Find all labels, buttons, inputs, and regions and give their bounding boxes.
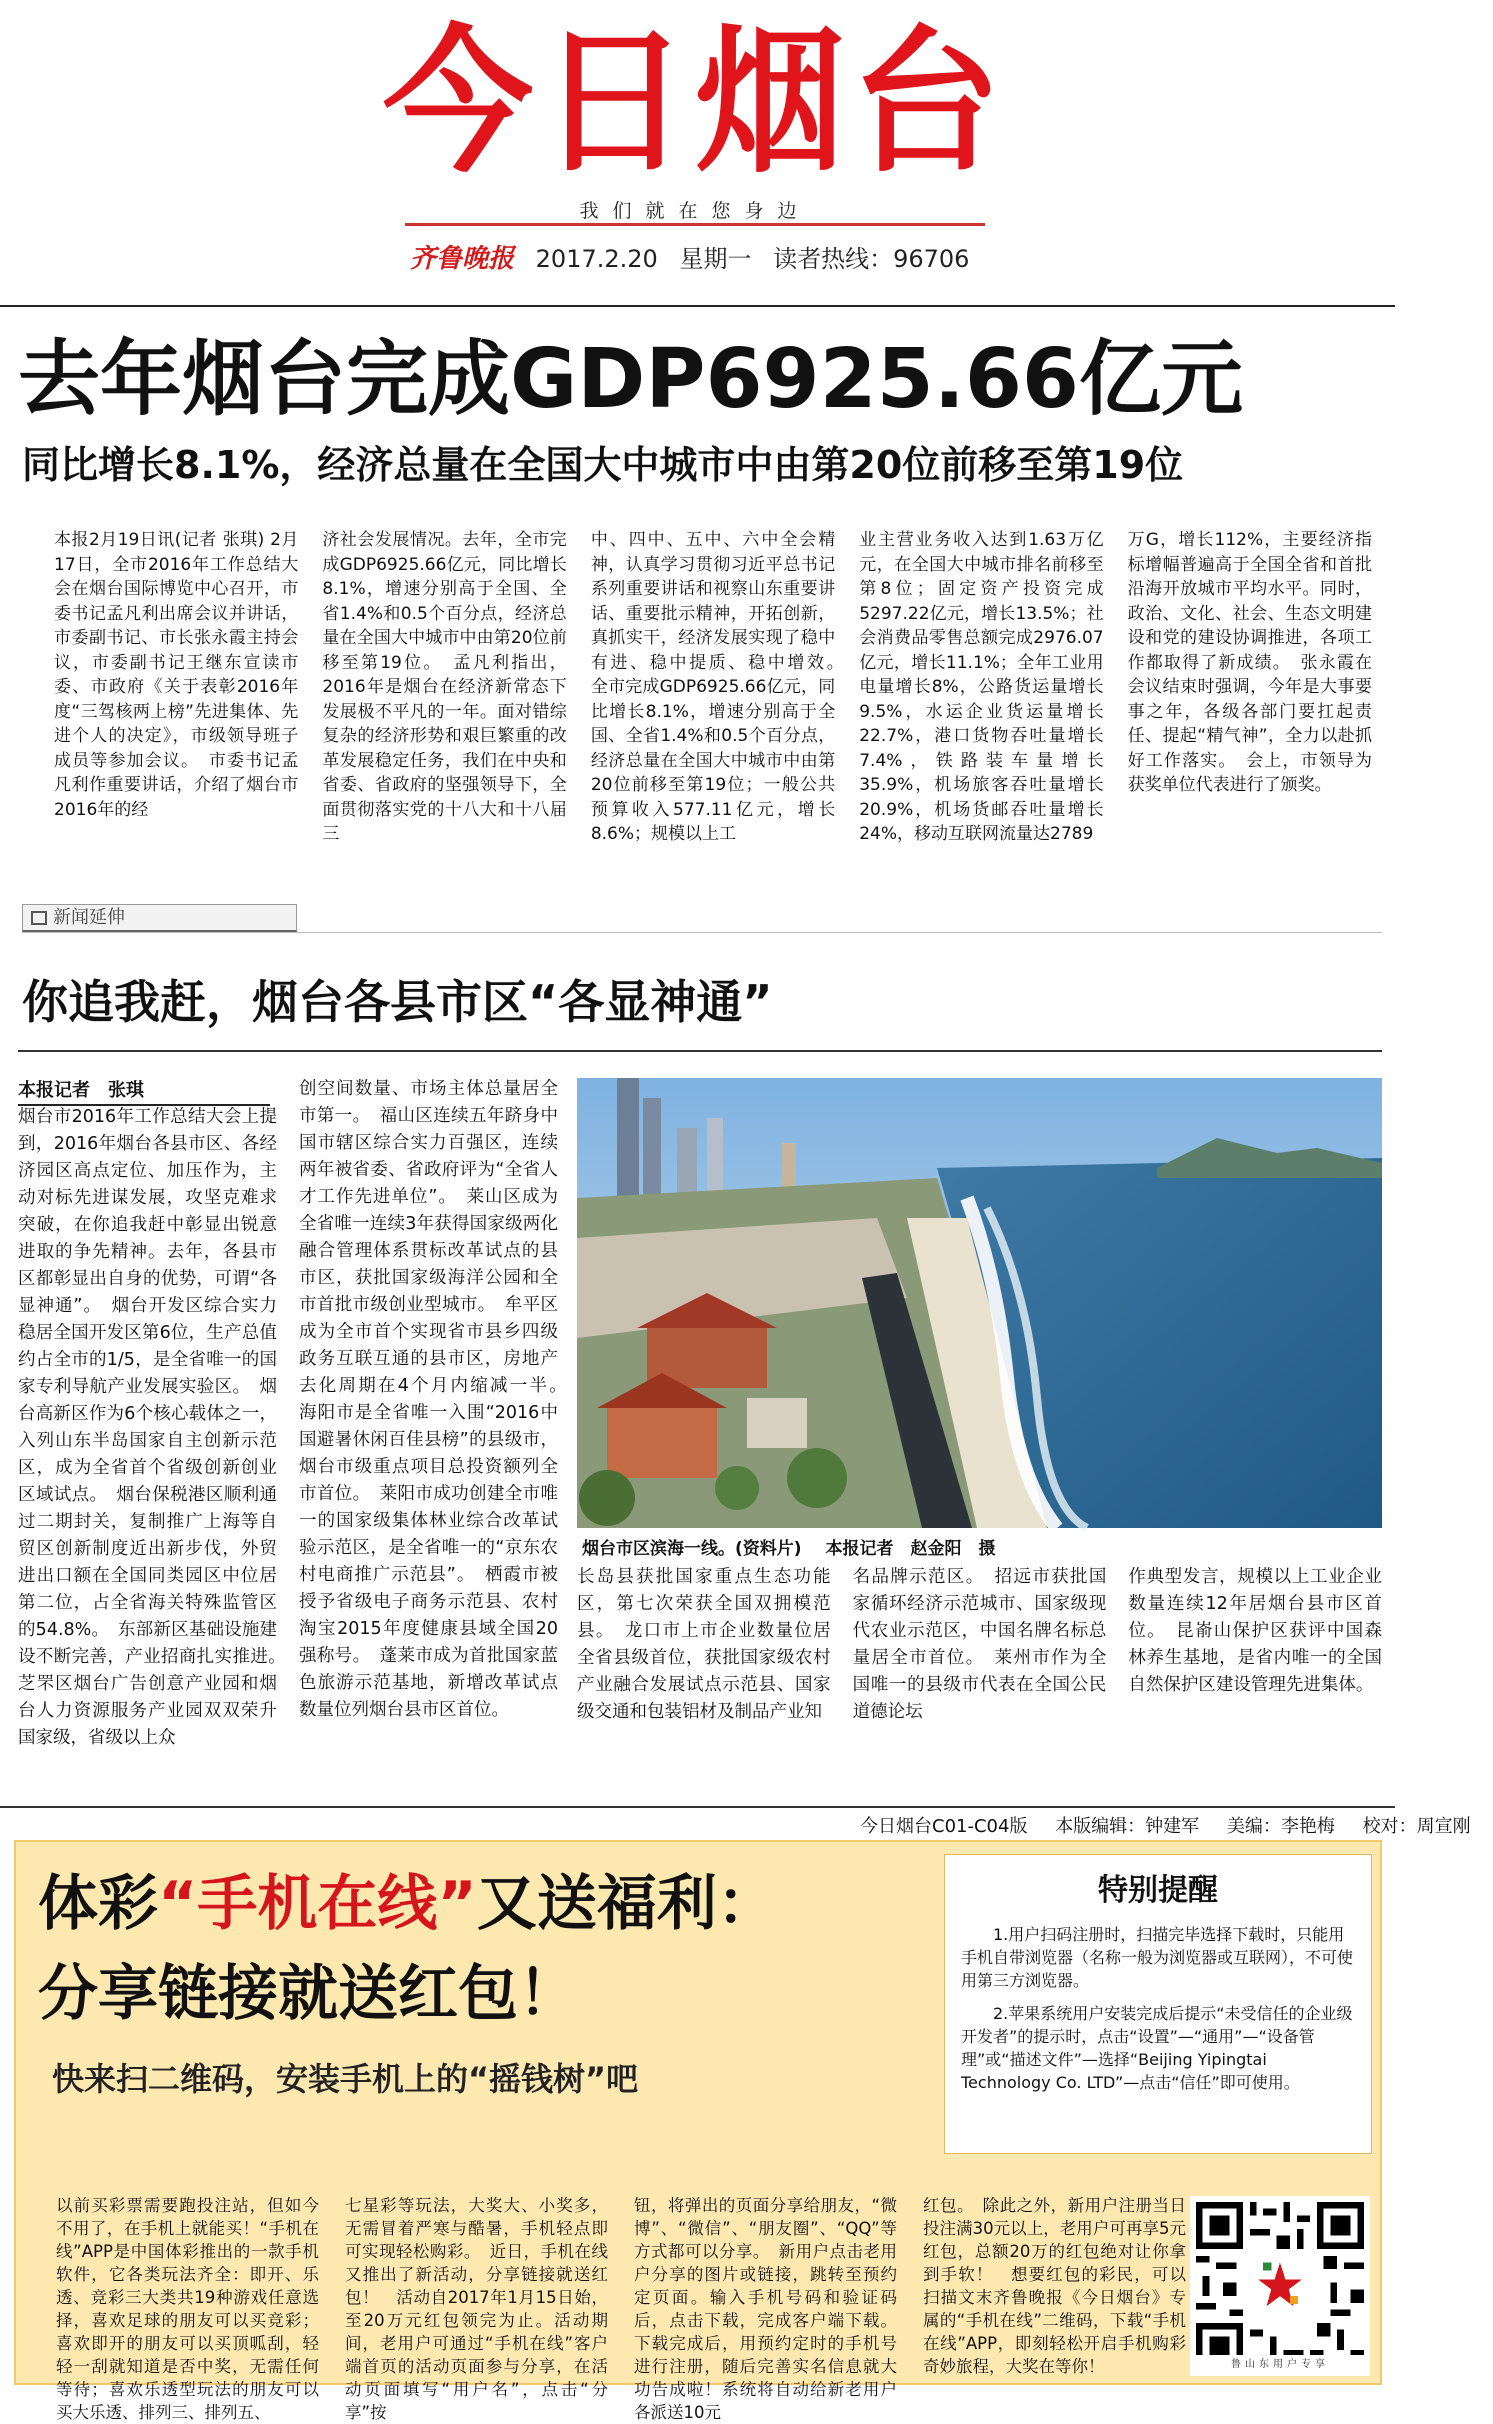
slogan-divider	[405, 223, 985, 226]
second-byline: 本报记者 张琪	[18, 1076, 270, 1106]
section-tab	[22, 904, 297, 932]
advert-title-highlight: “手机在线”	[158, 1869, 477, 1939]
advert-title-line2: 分享链接就送红包！	[38, 1959, 578, 2029]
second-column: 长岛县获批国家重点生态功能区，第七次荣获全国双拥模范县。 龙口市上市企业数量位居全省县级首位，获批国家级农村产业融合发展试点示范县、国家级交通和包装铝材及制品产业知	[577, 1567, 831, 1722]
notice-item: 1.用户扫码注册时，扫描完毕选择下载时，只能用手机自带浏览器（名称一般为浏览器或互联网），不可使用第三方浏览器。	[961, 1925, 1354, 1990]
photo-caption	[582, 1534, 1013, 1559]
advert-title-suffix: 又送福利：	[476, 1869, 777, 1939]
seaside-photo-image	[577, 1078, 1382, 1528]
second-column: 作典型发言，规模以上工业企业数量连续12年居烟台县市区首位。 昆嵛山保护区获评中国森林养生基地，是省内唯一的全国自然保护区建设管理先进集体。	[1128, 1567, 1383, 1695]
advert-column: 七星彩等玩法，大奖大、小奖多，无需冒着严寒与酷暑，手机轻点即可实现轻松购彩。 近日，手机在线又推出了新活动，分享链接就送红包！ 活动自2017年1月15日始，至20万元红包领完为止。活动期间，老用户可通过“手机在线”客户端首页的活动页面参与分享，在活动页面填写“用户名”，点击“分享”按	[345, 2196, 608, 2422]
masthead-divider	[0, 305, 1395, 307]
lead-subhead: 同比增长8.1%，经济总量在全国大中城市中由第20位前移至第19位	[22, 443, 1184, 487]
notice-item: 2.苹果系统用户安装完成后提示“未受信任的企业级开发者”的提示时，点击“设置”—“通用”—“设备管理”或“描述文件”—选择“Beijing Yipingtai Technology Co. LTD”—点击“信任”即可使用。	[961, 2004, 1353, 2092]
second-column: 名品牌示范区。 招远市获批国家循环经济示范城市、国家级现代农业示范区，中国名牌名标总量居全市首位。 莱州市作为全国唯一的县级市代表在全国公民道德论坛	[852, 1567, 1107, 1722]
masthead-slogan: 我们就在您身边	[579, 200, 811, 222]
qr-code-label: 鲁山东用户专享	[1190, 2355, 1370, 2370]
photo-caption-text: 烟台市区滨海一线。(资料片)	[582, 1539, 802, 1559]
lead-column: 万G，增长112%，主要经济指标增幅普遍高于全国全省和首批沿海开放城市平均水平。同时，政治、文化、社会、生态文明建设和党的建设协调推进，各项工作都取得了新成绩。 张永霞在会议结束时强调，今年是大事要事之年，各级各部门要扛起责任、提起“精气神”，全力以赴抓好工作落实。 会上，市领导为获奖单位代表进行了颁奖。	[1127, 530, 1373, 795]
advert-subtitle: 快来扫二维码，安装手机上的“摇钱树”吧	[52, 2060, 639, 2098]
issue-weekday: 星期一	[679, 245, 752, 273]
masthead	[300, 11, 1090, 195]
second-column: 创空间数量、市场主体总量居全市第一。 福山区连续五年跻身中国市辖区综合实力百强区，连续两年被省委、省政府评为“全省人才工作先进单位”。 莱山区成为全省唯一连续3年获得国家级两化融合管理体系贯标改革试点的县市区，获批国家级海洋公园和全市首批市级创业型城市。 牟平区成为全市首个实现省市县乡四级政务互联互通的县市区，房地产去化周期在4个月内缩减一半。 海阳市是全省唯一入围“2016中国避暑休闲百佳县榜”的县级市，烟台市级重点项目总投资额列全市首位。 莱阳市成功创建全市唯一的国家级集体林业综合改革试验示范区，是全省唯一的“京东农村电商推广示范县”。 栖霞市被授予省级电子商务示范县、农村淘宝2015年度健康县域全国20强称号。 蓬莱市成为首批国家蓝色旅游示范基地，新增改革试点数量位列烟台县市区首位。	[299, 1079, 576, 1720]
advert-body	[56, 2194, 1186, 2422]
advert-column: 红包。 除此之外，新用户注册当日投注满30元以上，老用户可再享5元红包，总额20万的红包绝对让你拿到手软！ 想要红包的彩民，可以扫描文末齐鲁晚报《今日烟台》专属的“手机在线”二维码，下载“手机在线”APP，即刻轻松开启手机购彩奇妙旅程，大奖在等你！	[923, 2196, 1186, 2376]
lead-article-body	[54, 528, 1372, 848]
lead-column: 业主营业务收入达到1.63万亿元，在全国大中城市排名前移至第8位；固定资产投资完成5297.22亿元，增长13.5%；社会消费品零售总额完成2976.07亿元，增长11.1%；全年工业用电量增长8%，公路货运量增长9.5%，水运企业货运量增长22.7%，港口货物吞吐量增长7.4%，铁路装车量增长35.9%，机场旅客吞吐量增长20.9%，机场货邮吞吐量增长24%，移动互联网流量达2789	[859, 530, 1104, 844]
advert-column: 钮，将弹出的页面分享给朋友，“微博”、“微信”、“朋友圈”、“QQ”等方式都可以分享。 新用户点击老用户分享的图片或链接，跳转至预约定页面。输入手机号码和验证码后，点击下载，完成客户端下载。下载完成后，用预约定时的手机号进行注册，随后完善实名信息就大功告成啦！系统将自动给新老用户各派送10元	[634, 2196, 897, 2422]
designer-credit: 美编：李艳梅	[1226, 1816, 1335, 1837]
proofreader-credit: 校对：周宣刚	[1362, 1816, 1471, 1837]
lottery-advert	[14, 1840, 1382, 2422]
seaside-photo	[577, 1078, 1382, 1528]
news-icon	[31, 911, 47, 925]
section-tab-label: 新闻延伸	[53, 907, 125, 928]
editor-credit: 本版编辑：钟建军	[1055, 1816, 1200, 1837]
issue-date: 2017.2.20	[535, 245, 658, 273]
section-divider	[22, 932, 1382, 933]
advert-title-prefix: 体彩	[38, 1869, 158, 1939]
qr-code[interactable]	[1190, 2196, 1370, 2376]
footer-divider	[0, 1806, 1395, 1808]
page-credits	[860, 1812, 1493, 1838]
lead-column: 中、四中、五中、六中全会精神，认真学习贯彻习近平总书记系列重要讲话和视察山东重要讲话、重要批示精神，开拓创新，真抓实干，经济发展实现了稳中有进、稳中提质、稳中增效。 全市完成GDP6925.66亿元，同比增长8.1%，增速分别高于全国、全省1.4%和0.5个百分点，经济总量在全国大中城市中由第20位前移至第19位；一般公共预算收入577.11亿元，增长8.6%；规模以上工	[590, 530, 853, 844]
photo-credit: 本报记者 赵金阳 摄	[825, 1539, 996, 1559]
qr-code-icon	[1196, 2202, 1364, 2370]
date-line	[410, 238, 983, 275]
reader-hotline: 读者热线：96706	[773, 245, 970, 273]
notice-title: 特别提醒	[1098, 1873, 1218, 1908]
headline-divider	[18, 1050, 1382, 1052]
advert-column: 以前买彩票需要跑投注站，但如今不用了，在手机上就能买！“手机在线”APP是中国体彩推出的一款手机软件，它各类玩法齐全：即开、乐透、竞彩三大类共19种游戏任意选择，喜欢足球的朋友可以买竞彩；喜欢即开的朋友可以买顶呱刮，轻轻一刮就知道是否中奖，无需任何等待；喜欢乐透型玩法的朋友可以买大乐透、排列三、排列五、	[56, 2196, 319, 2422]
lead-column: 本报2月19日讯(记者 张琪) 2月17日，全市2016年工作总结大会在烟台国际博览中心召开，市委书记孟凡利出席会议并讲话，市委副书记、市长张永霞主持会议，市委副书记王继东宣读市委、市政府《关于表彰2016年度“三驾核两上榜”先进集体、先进个人的决定》，市级领导班子成员等参加会议。 市委书记孟凡利作重要讲话，介绍了烟台市2016年的经	[54, 530, 299, 820]
lead-headline: 去年烟台完成GDP6925.66亿元	[18, 332, 1243, 427]
lead-column: 济社会发展情况。去年，全市完成GDP6925.66亿元，同比增长8.1%，增速分别高于全国、全省1.4%和0.5个百分点，经济总量在全国大中城市中由第20位前移至第19位。 孟凡利指出，2016年是烟台在经济新常态下发展极不平凡的一年。面对错综复杂的经济形势和艰巨繁重的改革发展稳定任务，我们在中央和省委、省政府的坚强领导下，全面贯彻落实党的十八大和十八届三	[322, 530, 567, 844]
masthead-title: 今日烟台	[382, 11, 1007, 195]
edition-info: 今日烟台C01-C04版	[860, 1816, 1028, 1837]
second-column: 烟台市2016年工作总结大会上提到，2016年烟台各县市区、各经济园区高点定位、加压作为，主动对标先进谋发展，攻坚克难求突破，在你追我赶中彰显出锐意进取的争先精神。去年，各县市区都彰显出自身的优势，可谓“各显神通”。 烟台开发区综合实力稳居全国开发区第6位，生产总值约占全市的1/5，是全省唯一的国家专利导航产业发展实验区。 烟台高新区作为6个核心载体之一，入列山东半岛国家自主创新示范区，成为全省首个省级创新创业区域试点。 烟台保税港区顺利通过二期封关，复制推广上海等自贸区创新制度近出新步伐，外贸进出口额在全国同类园区中位居第二位，占全省海关特殊监管区的54.8%。 东部新区基础设施建设不断完善，产业招商扎实推进。 芝罘区烟台广告创意产业园和烟台人力资源服务产业园双双荣升国家级，省级以上众	[18, 1107, 295, 1748]
newspaper-brand: 齐鲁晚报	[410, 244, 515, 274]
second-headline: 你追我赶，烟台各县市区“各显神通”	[22, 975, 773, 1029]
advert-title	[38, 1864, 777, 1944]
second-article-continued	[577, 1564, 1382, 1794]
special-notice-box	[944, 1854, 1372, 2154]
